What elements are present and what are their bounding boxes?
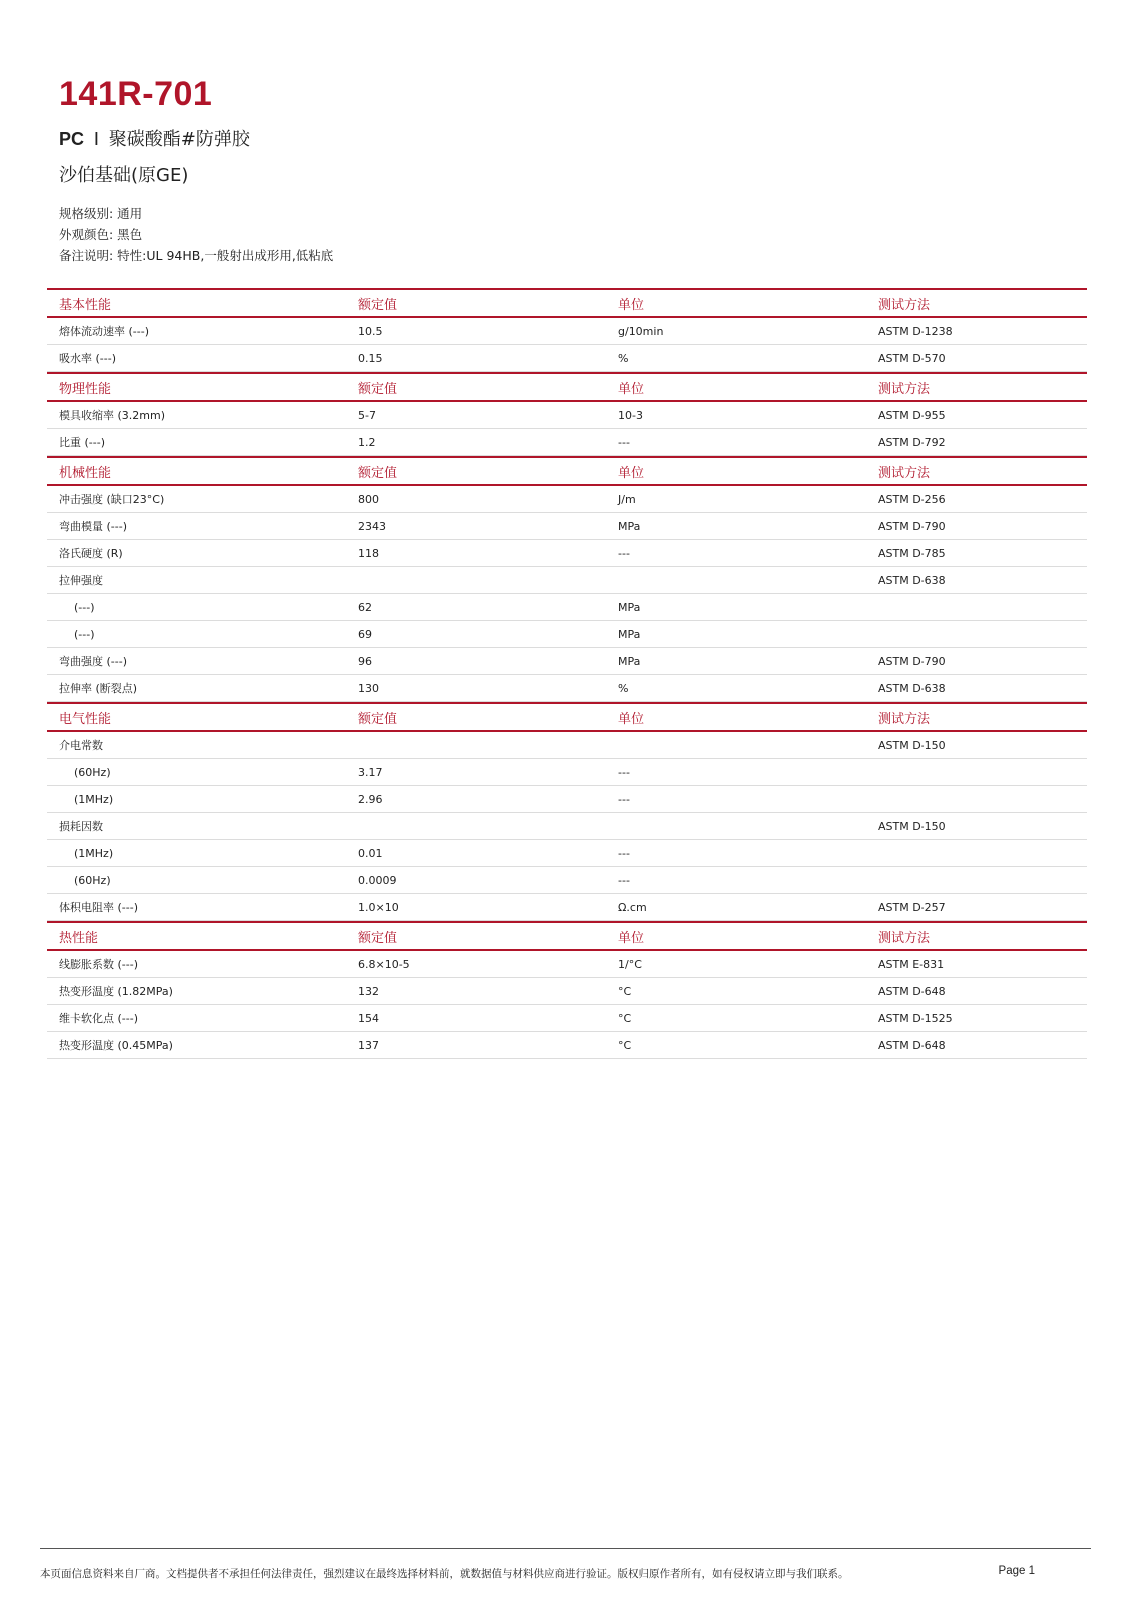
table-row <box>47 732 1087 759</box>
table-row <box>47 402 1087 429</box>
property-value: 2343 <box>358 519 386 533</box>
test-method: ASTM D-648 <box>878 984 946 998</box>
column-header: 测试方法 <box>878 381 931 397</box>
manufacturer: 沙伯基础(原GE) <box>59 165 189 186</box>
section-title: 物理性能 <box>59 381 112 397</box>
table-row <box>47 345 1087 372</box>
product-meta <box>59 203 333 266</box>
table-row <box>47 429 1087 456</box>
property-unit: MPa <box>618 519 641 533</box>
document-header <box>59 72 333 266</box>
property-unit: --- <box>618 846 630 860</box>
property-unit: MPa <box>618 627 641 641</box>
color-line: 外观颜色: 黑色 <box>59 227 143 242</box>
property-value: 118 <box>358 546 379 560</box>
column-header: 额定值 <box>358 711 398 727</box>
test-method: ASTM D-790 <box>878 519 946 533</box>
property-unit: °C <box>618 1011 632 1025</box>
property-value: 154 <box>358 1011 379 1025</box>
test-method: ASTM D-1238 <box>878 324 953 338</box>
test-method: ASTM D-570 <box>878 351 946 365</box>
property-value: 1.0×10 <box>358 900 399 914</box>
property-value: 69 <box>358 627 372 641</box>
property-name: 熔体流动速率 (---) <box>59 325 149 338</box>
property-unit: % <box>618 681 629 695</box>
property-unit: MPa <box>618 654 641 668</box>
property-name: (1MHz) <box>74 846 114 860</box>
property-unit: °C <box>618 984 632 998</box>
table-row <box>47 786 1087 813</box>
property-value: 3.17 <box>358 765 383 779</box>
table-row <box>47 759 1087 786</box>
grade-line: 规格级别: 通用 <box>59 206 143 221</box>
test-method: ASTM D-790 <box>878 654 946 668</box>
table-row <box>47 486 1087 513</box>
table-row <box>47 951 1087 978</box>
property-name: 拉伸强度 <box>59 574 103 587</box>
table-row <box>47 867 1087 894</box>
property-name: (---) <box>74 627 95 641</box>
property-name: 比重 (---) <box>59 436 105 449</box>
property-name: 维卡软化点 (---) <box>59 1012 138 1025</box>
property-value: 137 <box>358 1038 379 1052</box>
column-header: 额定值 <box>358 381 398 397</box>
column-header: 额定值 <box>358 930 398 946</box>
property-name: 体积电阻率 (---) <box>59 901 138 914</box>
section-header <box>47 288 1087 318</box>
property-name: 弯曲强度 (---) <box>59 655 127 668</box>
property-value: 130 <box>358 681 379 695</box>
property-unit: --- <box>618 546 630 560</box>
property-name: 吸水率 (---) <box>59 352 116 365</box>
test-method: ASTM D-1525 <box>878 1011 953 1025</box>
test-method: ASTM D-955 <box>878 408 946 422</box>
column-header: 测试方法 <box>878 465 931 481</box>
table-row <box>47 621 1087 648</box>
table-row <box>47 813 1087 840</box>
property-name: 线膨胀系数 (---) <box>59 958 138 971</box>
property-value: 62 <box>358 600 372 614</box>
test-method: ASTM D-648 <box>878 1038 946 1052</box>
property-name: 损耗因数 <box>59 820 103 833</box>
table-row <box>47 1032 1087 1059</box>
column-header: 单位 <box>618 930 645 946</box>
property-name: 弯曲模量 (---) <box>59 520 127 533</box>
property-unit: --- <box>618 792 630 806</box>
test-method: ASTM D-792 <box>878 435 946 449</box>
test-method: ASTM D-150 <box>878 819 946 833</box>
column-header: 单位 <box>618 465 645 481</box>
column-header: 单位 <box>618 711 645 727</box>
property-value: 132 <box>358 984 379 998</box>
property-name: 介电常数 <box>59 739 103 752</box>
table-row <box>47 675 1087 702</box>
table-row <box>47 648 1087 675</box>
property-unit: --- <box>618 435 630 449</box>
column-header: 额定值 <box>358 465 398 481</box>
page-number: Page 1 <box>998 1565 1035 1577</box>
column-header: 单位 <box>618 381 645 397</box>
property-value: 10.5 <box>358 324 383 338</box>
property-value: 96 <box>358 654 372 668</box>
property-unit: Ω.cm <box>618 900 647 914</box>
column-header: 单位 <box>618 297 645 313</box>
property-value: 0.15 <box>358 351 383 365</box>
test-method: ASTM D-638 <box>878 573 946 587</box>
column-header: 测试方法 <box>878 930 931 946</box>
test-method: ASTM D-257 <box>878 900 946 914</box>
remark-line: 备注说明: 特性:UL 94HB,一般射出成形用,低粘底 <box>59 248 334 263</box>
column-header: 测试方法 <box>878 297 931 313</box>
property-value: 5-7 <box>358 408 376 422</box>
column-header: 额定值 <box>358 297 398 313</box>
material-name: 聚碳酸酯#防弹胶 <box>108 129 250 150</box>
property-unit: 10-3 <box>618 408 643 422</box>
property-name: 洛氏硬度 (R) <box>59 547 123 560</box>
subtitle-separator: I <box>93 129 100 150</box>
property-name: 拉伸率 (断裂点) <box>59 682 138 695</box>
table-row <box>47 1005 1087 1032</box>
section-title: 热性能 <box>59 930 99 946</box>
property-value: 6.8×10-5 <box>358 957 410 971</box>
section-header <box>47 702 1087 732</box>
section-title: 机械性能 <box>59 465 112 481</box>
property-unit: J/m <box>618 492 636 506</box>
properties-table <box>47 288 1087 1059</box>
section-title: 电气性能 <box>59 711 112 727</box>
property-name: (1MHz) <box>74 792 114 806</box>
table-row <box>47 567 1087 594</box>
section-header <box>47 456 1087 486</box>
property-value: 0.0009 <box>358 873 397 887</box>
test-method: ASTM E-831 <box>878 957 945 971</box>
table-row <box>47 894 1087 921</box>
table-row <box>47 318 1087 345</box>
property-name: (60Hz) <box>74 765 111 779</box>
test-method: ASTM D-638 <box>878 681 946 695</box>
property-unit: °C <box>618 1038 632 1052</box>
table-row <box>47 840 1087 867</box>
property-name: 热变形温度 (0.45MPa) <box>59 1039 173 1052</box>
property-unit: --- <box>618 765 630 779</box>
column-header: 测试方法 <box>878 711 931 727</box>
footer-disclaimer: 本页面信息资料来自厂商。文档提供者不承担任何法律责任，强烈建议在最终选择材料前，就数据值与材料供应商进行验证。版权归原作者所有，如有侵权请立即与我们联系。 <box>40 1568 849 1580</box>
property-unit: g/10min <box>618 324 664 338</box>
property-unit: 1/°C <box>618 957 642 971</box>
property-name: (60Hz) <box>74 873 111 887</box>
property-value: 0.01 <box>358 846 383 860</box>
table-row <box>47 513 1087 540</box>
property-value: 2.96 <box>358 792 383 806</box>
property-name: (---) <box>74 600 95 614</box>
table-row <box>47 978 1087 1005</box>
test-method: ASTM D-785 <box>878 546 946 560</box>
property-unit: --- <box>618 873 630 887</box>
property-name: 冲击强度 (缺口23°C) <box>59 493 165 506</box>
product-subtitle <box>59 126 333 153</box>
table-row <box>47 594 1087 621</box>
product-title: 141R-701 <box>59 75 213 113</box>
property-value: 800 <box>358 492 379 506</box>
property-unit: MPa <box>618 600 641 614</box>
test-method: ASTM D-256 <box>878 492 946 506</box>
section-header <box>47 921 1087 951</box>
section-title: 基本性能 <box>59 297 112 313</box>
table-row <box>47 540 1087 567</box>
section-header <box>47 372 1087 402</box>
test-method: ASTM D-150 <box>878 738 946 752</box>
property-name: 模具收缩率 (3.2mm) <box>59 409 166 422</box>
footer-divider <box>40 1548 1091 1549</box>
property-unit: % <box>618 351 629 365</box>
property-name: 热变形温度 (1.82MPa) <box>59 985 173 998</box>
property-value: 1.2 <box>358 435 376 449</box>
material-code: PC <box>59 129 85 149</box>
